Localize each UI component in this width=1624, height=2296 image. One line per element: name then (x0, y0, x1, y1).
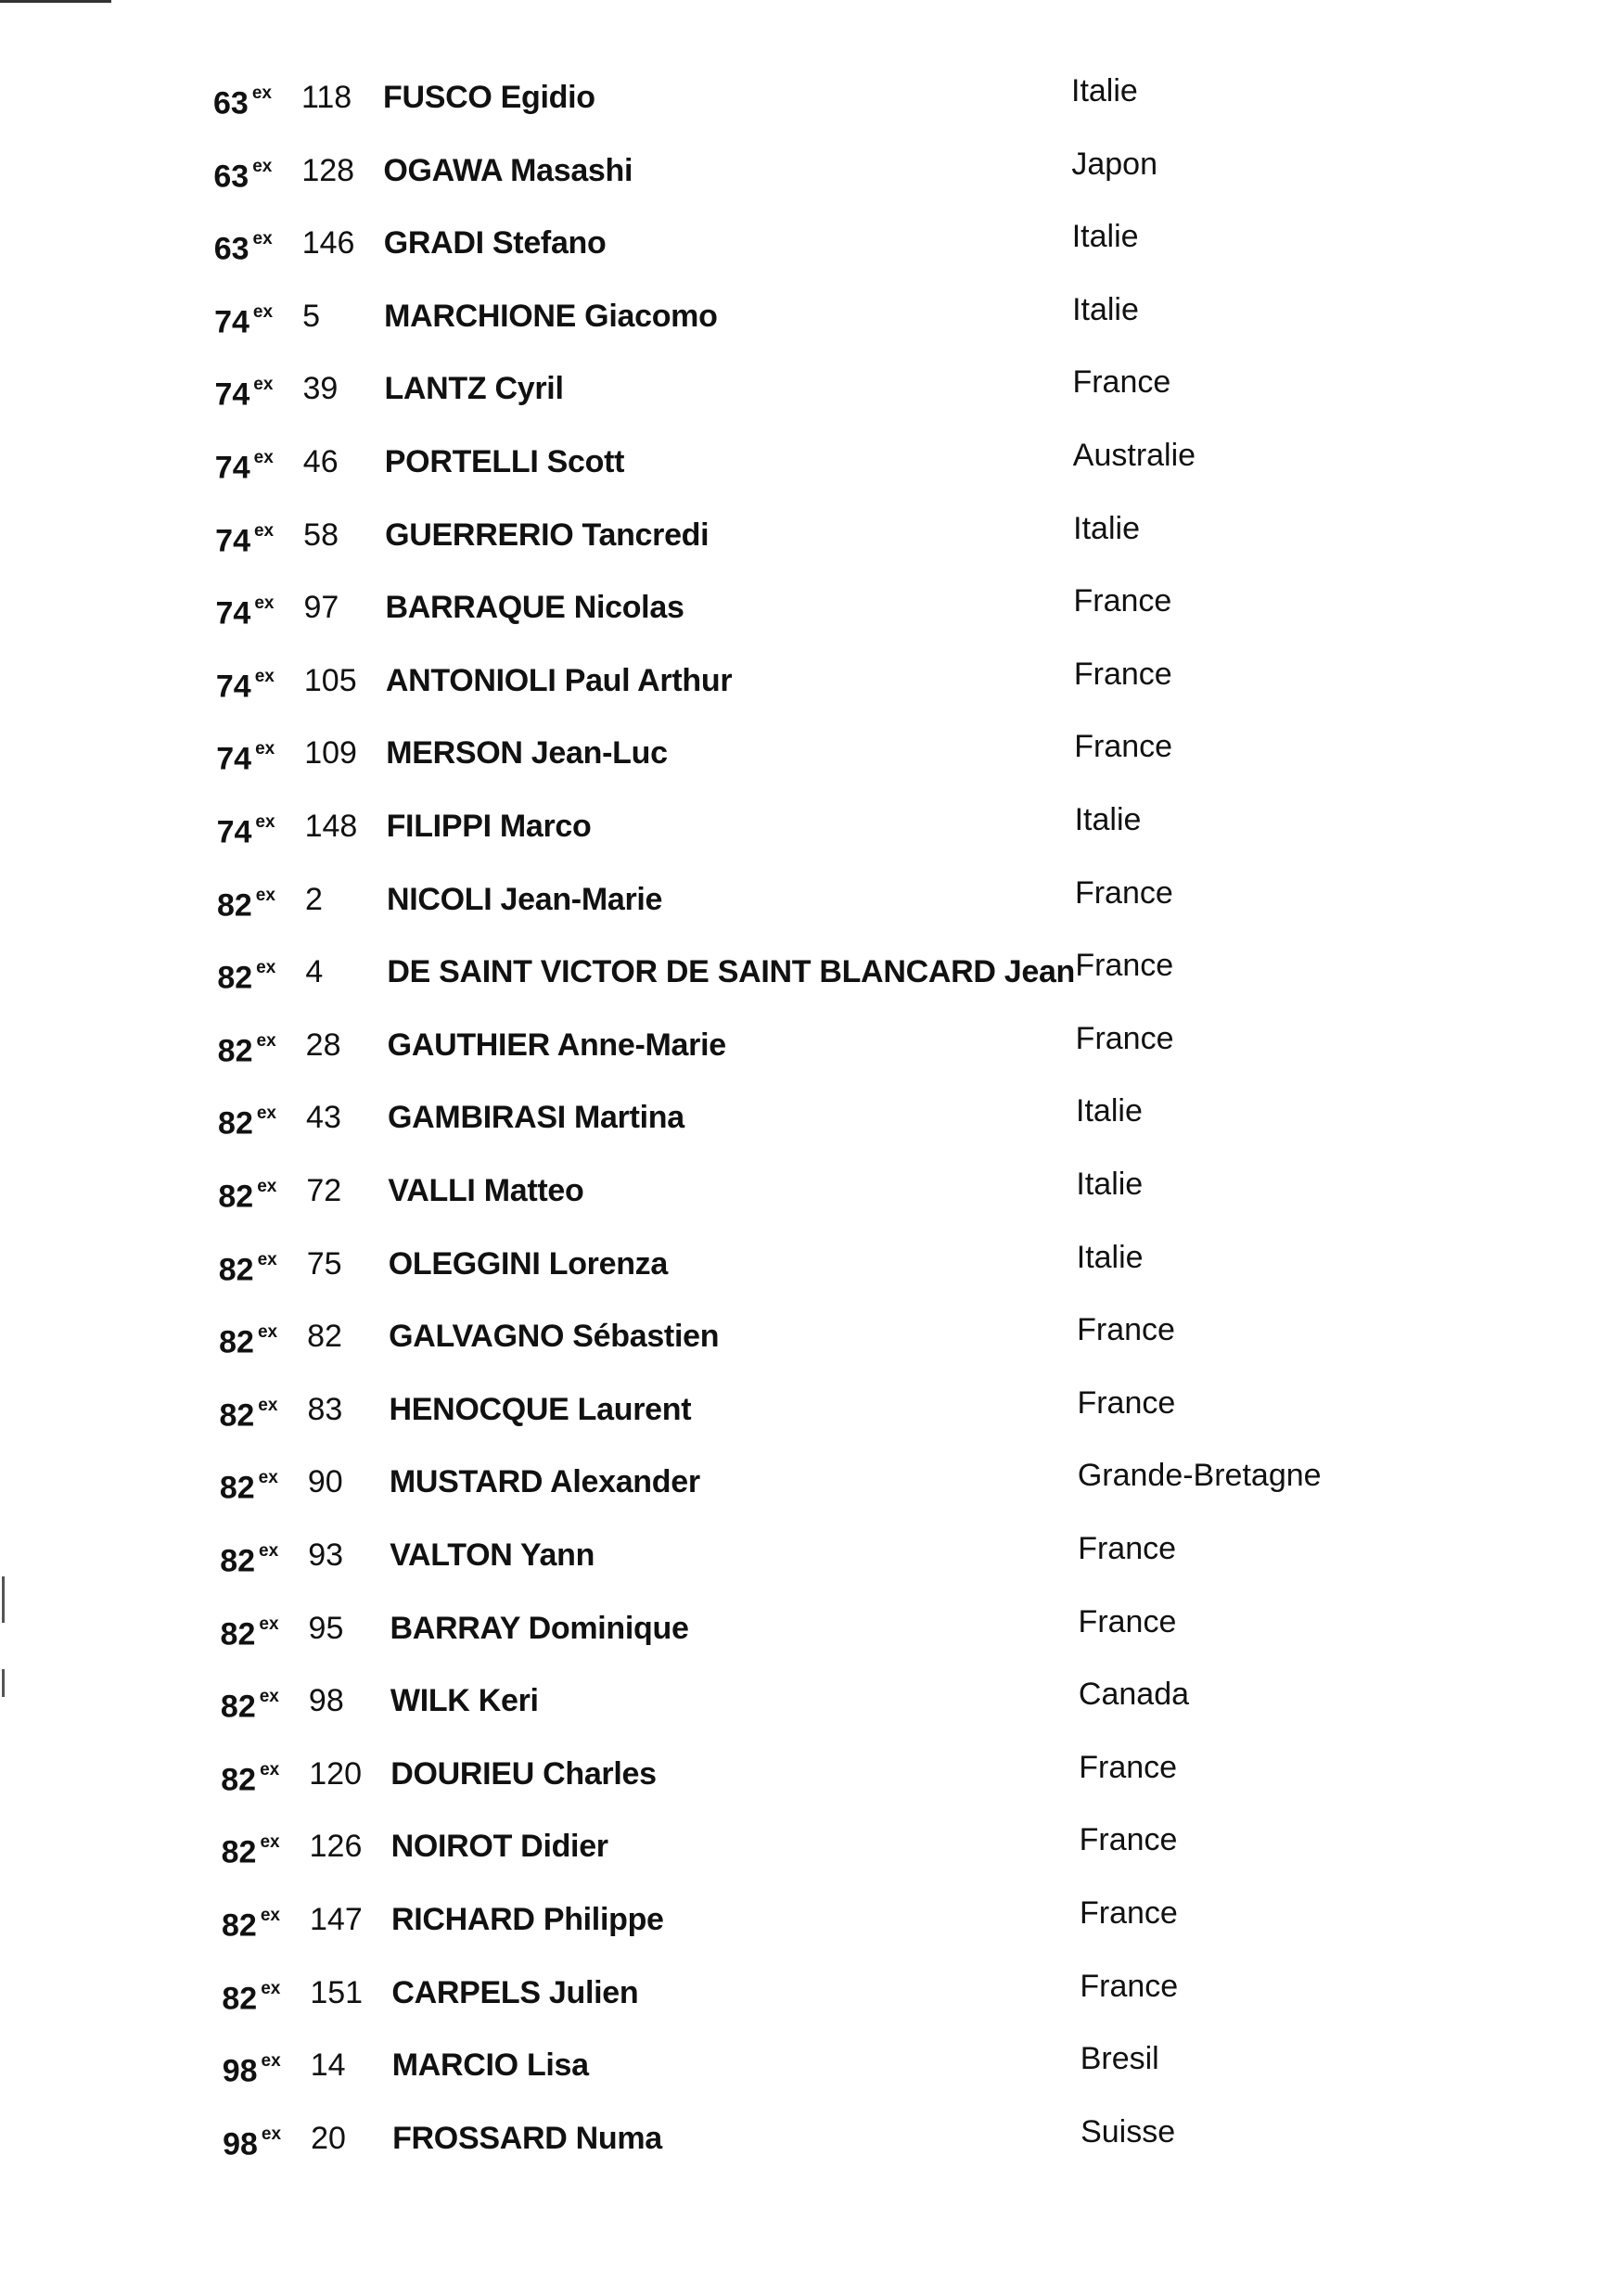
table-row (218, 1094, 1609, 1141)
country: France (1077, 1312, 1175, 1348)
table-row (223, 2042, 1614, 2088)
bib-number: 20 (311, 2120, 346, 2156)
country: France (1077, 1384, 1176, 1421)
rank-value: 74 (215, 595, 251, 631)
country: Italie (1074, 802, 1142, 837)
table-row (222, 1823, 1613, 1869)
bib-number: 14 (310, 2047, 346, 2084)
participant-name: FILIPPI Marco (386, 809, 592, 844)
rank (222, 1970, 280, 2022)
participant-name: PORTELLI Scott (384, 444, 625, 479)
country: Italie (1071, 73, 1138, 108)
rank (221, 1751, 279, 1803)
table-row (214, 220, 1605, 266)
table-row (215, 512, 1606, 558)
rank-suffix: ex (261, 2124, 282, 2144)
participant-name: MERSON Jean-Luc (386, 735, 668, 772)
rank-suffix: ex (260, 1759, 280, 1779)
rank-suffix: ex (261, 1978, 281, 1998)
participant-name: VALLI Matteo (388, 1173, 584, 1208)
participant-name: OGAWA Masashi (383, 152, 633, 188)
bib-number: 95 (308, 1610, 344, 1646)
country: France (1079, 1822, 1178, 1858)
rank (217, 876, 275, 928)
rank-value: 63 (213, 158, 249, 194)
participant-name: FROSSARD Numa (392, 2120, 662, 2156)
rank-value: 82 (221, 1834, 257, 1870)
bib-number: 109 (304, 735, 357, 772)
bib-number: 146 (301, 225, 355, 261)
participant-name: MARCHIONE Giacomo (384, 298, 718, 334)
rank-suffix: ex (256, 958, 276, 978)
participant-name: MUSTARD Alexander (389, 1464, 700, 1500)
country: France (1080, 1968, 1179, 2004)
bib-number: 118 (301, 80, 352, 115)
rank-suffix: ex (256, 1103, 276, 1124)
bib-number: 98 (308, 1683, 344, 1719)
rank-value: 74 (214, 376, 250, 413)
country: France (1079, 1749, 1178, 1785)
rank (223, 2115, 281, 2167)
rank-suffix: ex (252, 156, 273, 176)
rank (220, 1532, 278, 1584)
rank-suffix: ex (257, 1249, 277, 1269)
rank-suffix: ex (255, 812, 275, 832)
country: France (1074, 874, 1173, 911)
rank-suffix: ex (252, 229, 273, 249)
rank-suffix: ex (252, 301, 274, 322)
rank-value: 82 (221, 1762, 257, 1798)
participant-name: ANTONIOLI Paul Arthur (385, 662, 733, 698)
participant-name: DOURIEU Charles (390, 1755, 657, 1792)
bib-number: 4 (305, 954, 324, 990)
bib-number: 2 (304, 881, 323, 917)
table-row (221, 1751, 1612, 1797)
rank-suffix: ex (255, 739, 275, 759)
country: Japon (1071, 146, 1157, 182)
rank (219, 1241, 277, 1293)
rank (220, 1459, 278, 1511)
country: Italie (1072, 291, 1139, 327)
bib-number: 105 (303, 662, 357, 698)
participant-name: GUERRERIO Tancredi (385, 517, 710, 553)
rank (221, 1605, 279, 1657)
rank-suffix: ex (256, 1030, 276, 1051)
bib-number: 147 (310, 1902, 363, 1937)
rank-suffix: ex (259, 1614, 279, 1634)
participant-name: OLEGGINI Lorenza (388, 1245, 668, 1282)
rank-suffix: ex (257, 1177, 277, 1196)
participant-name: RICHARD Philippe (391, 1902, 664, 1937)
bib-number: 58 (303, 517, 339, 553)
rank (213, 147, 272, 199)
rank (221, 1677, 279, 1729)
rank-value: 74 (216, 741, 252, 777)
rank-value: 74 (215, 669, 251, 705)
bib-number: 97 (303, 590, 339, 626)
participant-name: GALVAGNO Sébastien (389, 1319, 720, 1355)
country: Australie (1072, 438, 1196, 473)
rank (216, 584, 275, 636)
participant-name: VALTON Yann (390, 1537, 595, 1573)
participant-name: CARPELS Julien (391, 1974, 639, 2010)
rank-value: 82 (222, 1907, 257, 1944)
participant-name: MARCIO Lisa (391, 2047, 589, 2084)
rank-value: 63 (213, 231, 249, 267)
country: Italie (1071, 219, 1139, 255)
participant-name: LANTZ Cyril (384, 371, 564, 407)
table-row (221, 1605, 1612, 1652)
table-row (219, 1241, 1610, 1287)
rank-suffix: ex (258, 1395, 278, 1415)
country: Suisse (1081, 2113, 1176, 2149)
rank-value: 63 (213, 85, 249, 121)
rank (213, 74, 272, 126)
rank-value: 98 (223, 2126, 258, 2162)
rank-suffix: ex (253, 448, 274, 467)
bib-number: 93 (308, 1537, 344, 1573)
rank (222, 1823, 280, 1875)
table-row (213, 147, 1605, 194)
participant-name: GRADI Stefano (383, 225, 607, 261)
participant-name: BARRAQUE Nicolas (385, 590, 684, 626)
rank-value: 74 (216, 814, 252, 850)
participant-name: GAMBIRASI Martina (388, 1100, 684, 1136)
bib-number: 126 (309, 1829, 363, 1865)
rank (216, 730, 275, 782)
participant-name: NICOLI Jean-Marie (386, 881, 663, 917)
rank-value: 74 (215, 522, 250, 558)
rank-value: 82 (218, 1251, 254, 1287)
country: France (1074, 729, 1173, 765)
rank-suffix: ex (251, 83, 272, 103)
country: France (1080, 1895, 1178, 1931)
table-row (220, 1532, 1611, 1578)
rank-value: 82 (219, 1470, 255, 1506)
country: Grande-Bretagne (1077, 1458, 1322, 1494)
rank-value: 82 (220, 1543, 256, 1579)
rank (222, 1896, 280, 1948)
bib-number: 43 (306, 1100, 341, 1136)
rank-suffix: ex (253, 375, 274, 395)
table-row (222, 1970, 1613, 2016)
country: France (1075, 1020, 1174, 1056)
table-row (221, 1677, 1612, 1724)
country: France (1078, 1603, 1177, 1639)
country: Canada (1078, 1677, 1190, 1713)
rank (215, 439, 274, 491)
bib-number: 75 (306, 1245, 342, 1282)
table-row (216, 584, 1607, 631)
rank (217, 949, 275, 1001)
rank (215, 512, 274, 564)
rank-value: 82 (219, 1397, 255, 1434)
rank-value: 82 (222, 1980, 258, 2016)
bib-number: 83 (307, 1391, 343, 1427)
rank-suffix: ex (254, 666, 275, 686)
rank-value: 74 (214, 450, 250, 486)
table-row (219, 1313, 1610, 1359)
participant-name: DE SAINT VICTOR DE SAINT BLANCARD Jean (387, 954, 1076, 990)
rank-suffix: ex (258, 1468, 278, 1488)
bib-number: 82 (307, 1319, 342, 1355)
rank-value: 82 (220, 1615, 256, 1652)
country: Italie (1076, 1239, 1144, 1275)
rank (219, 1386, 277, 1438)
country: France (1073, 656, 1172, 692)
rank-value: 82 (218, 1179, 254, 1215)
rank-value: 82 (217, 1033, 253, 1069)
participant-name: WILK Keri (390, 1683, 539, 1719)
table-row (217, 876, 1608, 923)
country: France (1075, 948, 1174, 984)
table-row (216, 657, 1607, 704)
country: France (1073, 583, 1172, 619)
participant-name: HENOCQUE Laurent (389, 1391, 692, 1427)
rank (214, 365, 273, 417)
table-row (213, 74, 1605, 121)
rank-suffix: ex (259, 1541, 279, 1561)
rank-suffix: ex (255, 885, 275, 905)
table-row (216, 730, 1607, 776)
bib-number: 39 (302, 371, 339, 407)
table-row (214, 293, 1605, 339)
table-row (217, 949, 1608, 995)
bib-number: 72 (306, 1173, 342, 1208)
rank-value: 82 (217, 960, 253, 996)
bib-number: 120 (309, 1755, 362, 1792)
table-row (220, 1459, 1611, 1505)
table-row (218, 1022, 1609, 1068)
rank-value: 98 (222, 2053, 258, 2089)
rank-suffix: ex (260, 1906, 280, 1925)
rank (214, 293, 273, 345)
table-row (218, 1167, 1609, 1214)
country: Italie (1076, 1093, 1143, 1129)
bib-number: 151 (310, 1974, 364, 2010)
rank-suffix: ex (254, 593, 275, 614)
rank (218, 1167, 276, 1219)
country: Bresil (1080, 2041, 1159, 2077)
country: France (1072, 364, 1171, 401)
country: Italie (1073, 510, 1140, 546)
rank-value: 82 (216, 887, 252, 923)
rank-value: 82 (218, 1105, 253, 1142)
country: Italie (1076, 1167, 1144, 1202)
rank (217, 803, 275, 855)
rank-value: 82 (220, 1689, 256, 1725)
bib-number: 5 (302, 298, 320, 334)
table-row (223, 2115, 1614, 2162)
rank-suffix: ex (260, 1832, 280, 1853)
rank-suffix: ex (261, 2051, 281, 2072)
participant-name: GAUTHIER Anne-Marie (387, 1027, 726, 1063)
rank-suffix: ex (257, 1322, 278, 1343)
participant-name: NOIROT Didier (390, 1829, 608, 1865)
country: France (1078, 1531, 1177, 1566)
rank (214, 220, 273, 272)
table-row (215, 439, 1606, 485)
bib-number: 128 (301, 152, 355, 188)
rank (218, 1022, 276, 1074)
bib-number: 46 (302, 444, 339, 479)
participant-name: BARRAY Dominique (390, 1610, 689, 1646)
table-row (217, 803, 1608, 849)
rank (223, 2042, 281, 2094)
rank (216, 657, 275, 709)
rank (218, 1094, 276, 1146)
participant-name: FUSCO Egidio (383, 80, 595, 115)
bib-number: 148 (304, 809, 358, 844)
bib-number: 90 (307, 1464, 343, 1500)
rank (219, 1313, 277, 1365)
rank-value: 74 (214, 304, 249, 340)
table-row (219, 1386, 1610, 1433)
table-row (222, 1896, 1613, 1943)
bib-number: 28 (305, 1027, 341, 1063)
rank-value: 82 (219, 1324, 254, 1360)
rank-suffix: ex (259, 1687, 279, 1707)
rank-suffix: ex (253, 520, 275, 541)
table-row (214, 365, 1605, 412)
